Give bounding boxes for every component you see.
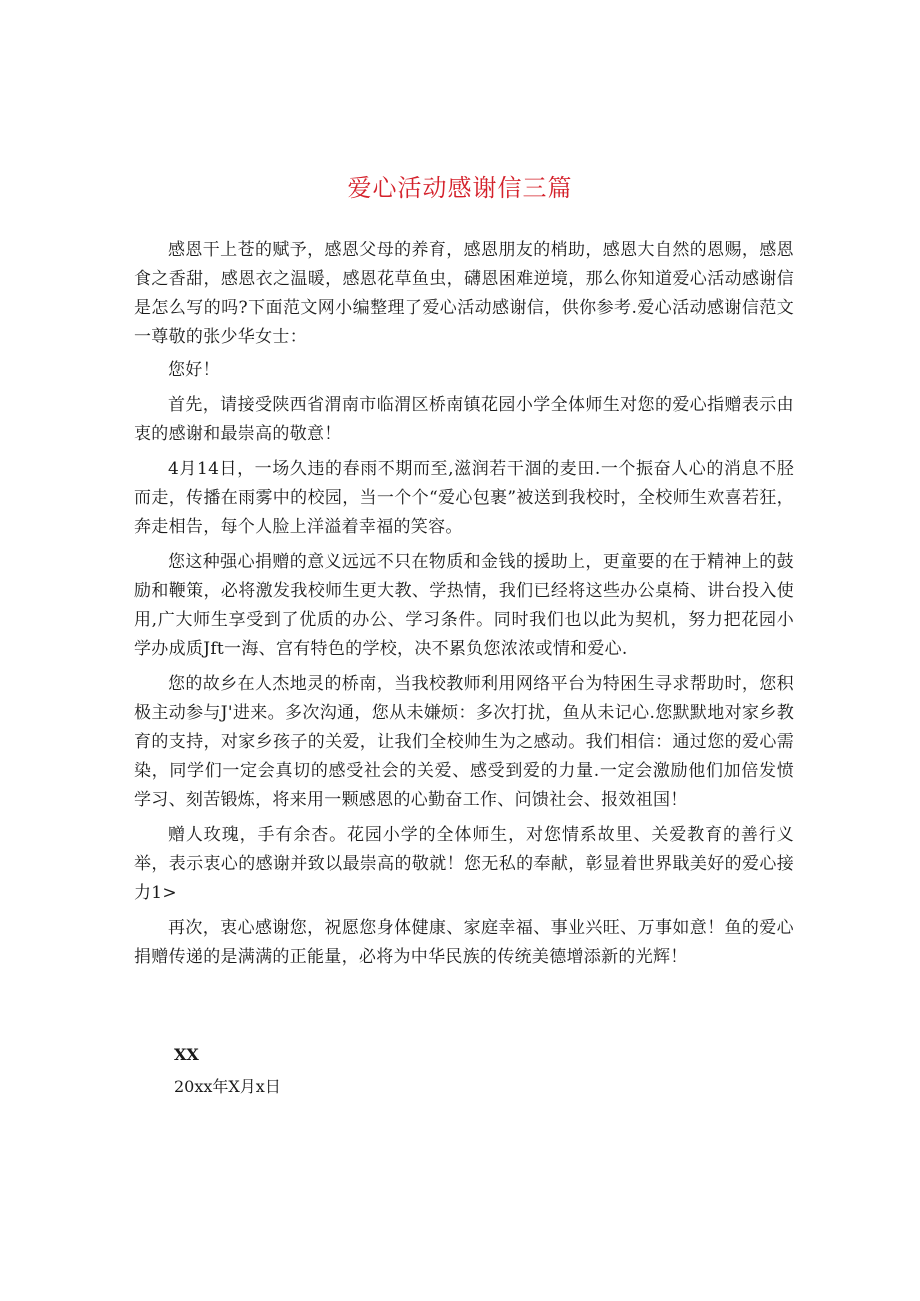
greeting-paragraph: 您好！ [168,360,220,380]
body-paragraph: 您的故乡在人杰地灵的桥南，当我校教师利用网络平台为特困生寻求帮助时，您积极主动参与J'进来。多次沟通，您从未嫌烦：多次打扰，鱼从未记心.您默默地对家乡教育的支持，对家乡孩子的关爱，让我们全校帅生为之感动。我们相信：通过您的爱心需染，同学们一定会真切的感受社会的关爱、感受到爱的力量.一定会激励他们加倍发愤学习、刻苦锻炼，将来用一颗感恩的心勤奋工作、问馈社会、报效祖国！ [134,674,794,810]
body-paragraph: 赠人玫瑰，手有余杏。花园小学的全体师生，对您情系故里、关爱教育的善行义举，表示衷心的感谢并致以最崇高的敬就！您无私的奉献，彰显着世界戢美好的爱心接力1> [134,825,794,903]
body-paragraph: 4月14日，一场久违的春雨不期而至,滋润若干涸的麦田.一个振奋人心的消息不胫而走，传播在雨雾中的校园，当一个个“爱心包裹”被送到我校时，全校师生欢喜若狂，奔走相告，每个人脸上洋溢着幸福的笑容。 [134,459,794,537]
body-paragraph: 首先，请接受陕西省渭南市临渭区桥南镇花园小学全体师生对您的爱心指赠表示由衷的感谢和最崇高的敬意！ [134,395,794,444]
intro-paragraph: 感恩干上苍的赋予，感恩父母的养育，感恩朋友的梢助，感恩大自然的恩赐，感恩食之香甜，感恩衣之温暖，感恩花草鱼虫，礴恩困难逆境，那么你知道爱心活动感谢信是怎么写的吗?下面范文网小编整理了爱心活动感谢信，供你参考.爱心活动感谢信范文一尊敬的张少华女士： [134,240,794,347]
letter-date: 20xx年X月x日 [174,1077,281,1096]
document-title: 爱心活动感谢信三篇 [347,174,573,202]
body-paragraph: 您这种强心捐赠的意义远远不只在物质和金钱的援助上，更童要的在于精神上的鼓励和鞭策，必将激发我校师生更大教、学热情，我们已经将这些办公桌椅、讲台投入使用,广大师生享受到了优质的办公、学习条件。同时我们也以此为契机，努力把花园小学办成质Jft一海、宫有特色的学校，决不累负您浓浓或情和爱心. [134,552,794,659]
letter-body [134,236,794,972]
closing-paragraph: 再次，衷心感谢您，祝愿您身体健康、家庭幸福、事业兴旺、万事如意！鱼的爱心捐赠传递的是满满的正能量，必将为中华民族的传统美德增添新的光辉！ [134,918,794,967]
signature: XX [174,1045,199,1064]
